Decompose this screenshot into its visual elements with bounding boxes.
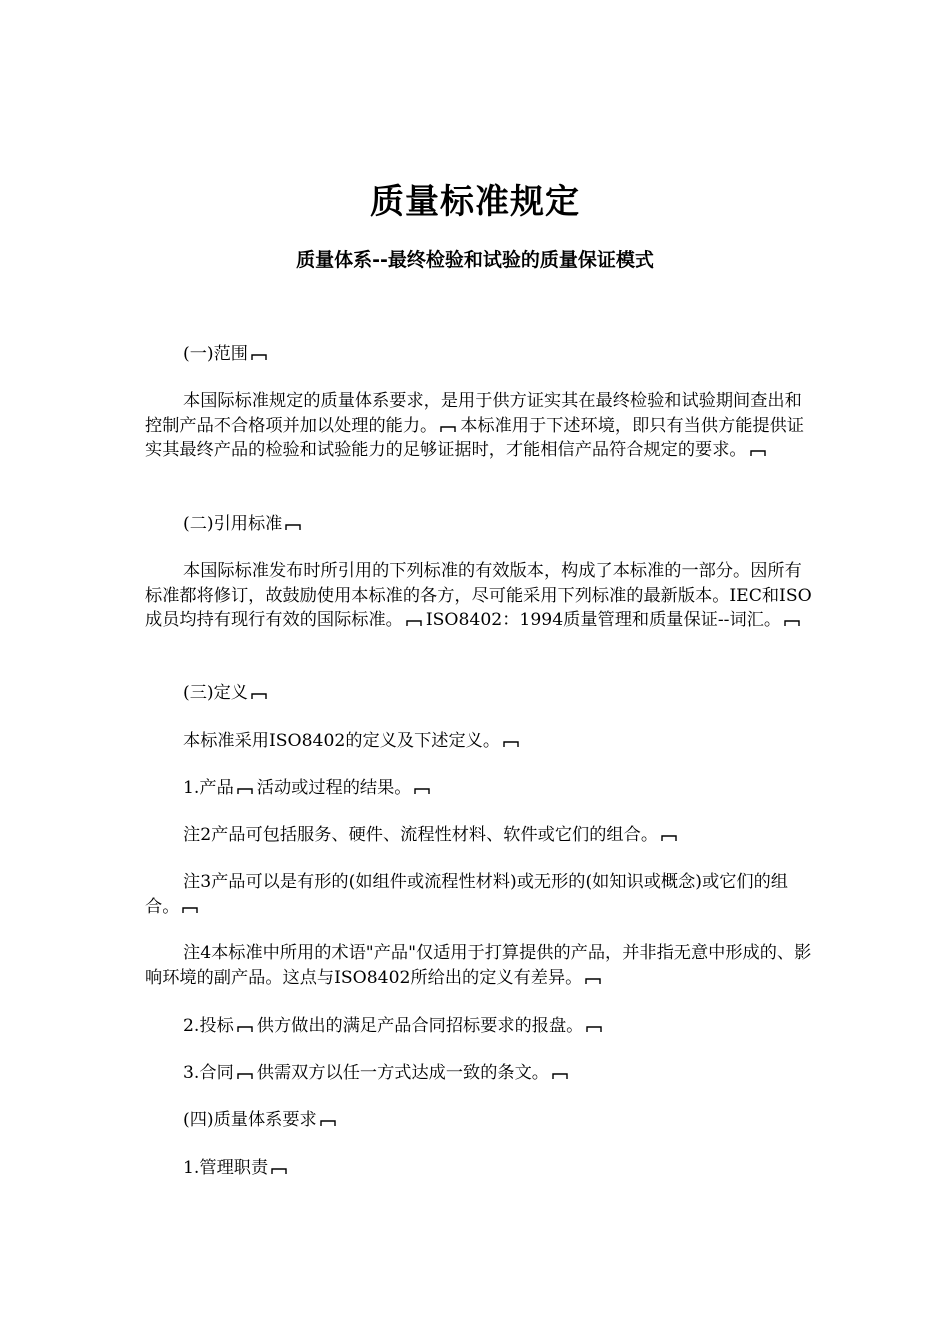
paragraph-mark-icon <box>237 1072 253 1080</box>
paragraph-text-continued: 供需双方以任一方式达成一致的条文。 <box>256 1063 549 1083</box>
paragraph-mark-icon <box>414 787 430 795</box>
paragraph-text: 注2产品可包括服务、硬件、流程性材料、软件或它们的组合。 <box>183 825 659 845</box>
scope-paragraph <box>145 389 813 463</box>
paragraph-text: 本国际标准规定的质量体系要求，是用于供方证实其在最终检验和试验期间查出和控制产品不合格项并加以处理的能力。 <box>145 391 802 436</box>
paragraph-mark-icon <box>320 1119 336 1127</box>
note-2-paragraph <box>145 823 813 848</box>
paragraph-mark-icon <box>251 353 267 361</box>
document-subtitle: 质量体系--最终检验和试验的质量保证模式 <box>296 249 654 271</box>
paragraph-text: 3.合同 <box>183 1063 234 1083</box>
paragraph-text: 1.产品 <box>183 778 234 798</box>
paragraph-text: 本标准采用ISO8402的定义及下述定义。 <box>183 731 501 751</box>
paragraph-mark-icon <box>285 523 301 531</box>
note-3-paragraph <box>145 870 813 919</box>
paragraph-text: (二)引用标准 <box>183 514 283 534</box>
references-paragraph <box>145 559 813 633</box>
paragraph-text: (三)定义 <box>183 683 248 703</box>
paragraph-text: 2.投标 <box>183 1016 234 1036</box>
paragraph-text-continued: 本标准用于下述环境，即只有当供方能提供证实其最终产品的检验和试验能力的足够证据时，才能相信产品符合规定的要求。 <box>145 415 804 460</box>
section-heading-definitions <box>145 681 813 706</box>
definition-tender <box>145 1014 813 1039</box>
paragraph-mark-icon <box>237 1025 253 1033</box>
note-4-paragraph <box>145 941 813 990</box>
paragraph-mark-icon <box>440 425 456 433</box>
paragraph-mark-icon <box>586 1025 602 1033</box>
definitions-intro-paragraph <box>145 729 813 754</box>
paragraph-mark-icon <box>237 787 253 795</box>
paragraph-mark-icon <box>251 692 267 700</box>
paragraph-mark-icon <box>784 619 800 627</box>
section-heading-quality-system-requirements <box>145 1108 813 1133</box>
definition-contract <box>145 1061 813 1086</box>
paragraph-text: 注4本标准中所用的术语"产品"仅适用于打算提供的产品，并非指无意中形成的、影响环境的副产品。这点与ISO8402所给出的定义有差异。 <box>145 943 812 988</box>
paragraph-text-continued: 活动或过程的结果。 <box>256 778 412 798</box>
paragraph-text: 注3产品可以是有形的(如组件或流程性材料)或无形的(如知识或概念)或它们的组合。 <box>145 872 788 917</box>
paragraph-mark-icon <box>661 834 677 842</box>
document-title: 质量标准规定 <box>370 182 580 222</box>
section-heading-normative-references <box>145 512 813 537</box>
paragraph-text-continued: ISO8402：1994质量管理和质量保证--词汇。 <box>425 610 782 630</box>
paragraph-mark-icon <box>750 449 766 457</box>
paragraph-text: 1.管理职责 <box>183 1158 269 1178</box>
paragraph-mark-icon <box>552 1072 568 1080</box>
paragraph-mark-icon <box>503 740 519 748</box>
paragraph-mark-icon <box>271 1167 287 1175</box>
paragraph-text: 本国际标准发布时所引用的下列标准的有效版本，构成了本标准的一部分。因所有标准都将修订，故鼓励使用本标准的各方，尽可能采用下列标准的最新版本。IEC和ISO成员均持有现行有效的国际标准。 <box>145 561 812 630</box>
subsection-heading-management-responsibility <box>145 1156 813 1181</box>
paragraph-text: (四)质量体系要求 <box>183 1110 317 1130</box>
section-heading-scope <box>145 342 813 367</box>
paragraph-text: (一)范围 <box>183 344 248 364</box>
definition-product <box>145 776 813 801</box>
paragraph-text-continued: 供方做出的满足产品合同招标要求的报盘。 <box>256 1016 584 1036</box>
paragraph-mark-icon <box>585 977 601 985</box>
paragraph-mark-icon <box>406 619 422 627</box>
paragraph-mark-icon <box>182 906 198 914</box>
